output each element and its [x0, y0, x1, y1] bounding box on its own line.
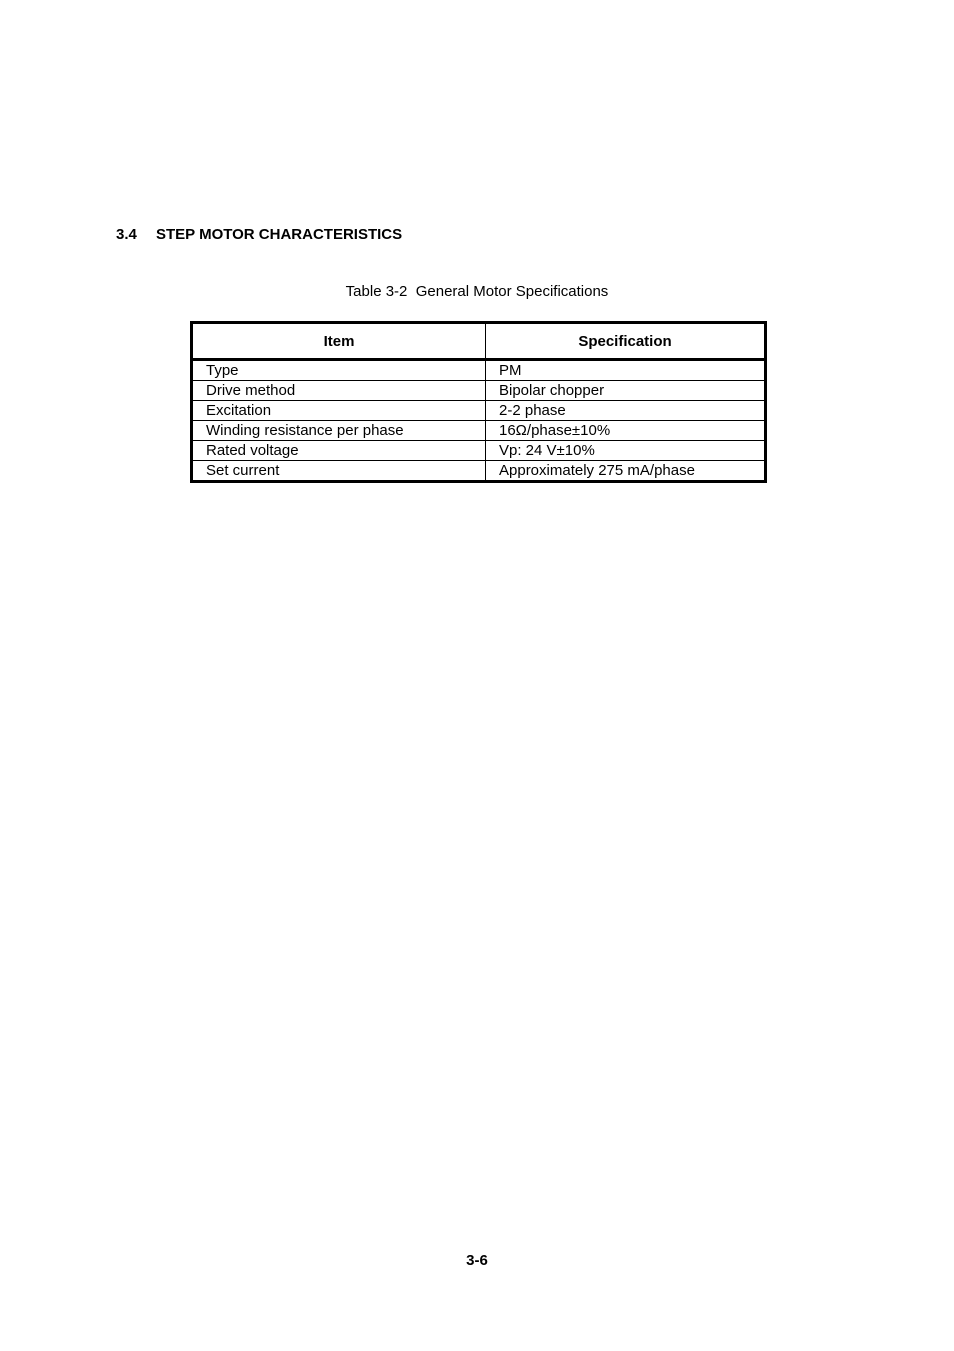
item-cell: Set current: [192, 461, 486, 482]
specification-cell: PM: [486, 360, 766, 381]
section-heading: [116, 226, 402, 243]
table-caption: Table 3-2 General Motor Specifications: [345, 283, 609, 300]
table-row: [192, 381, 766, 401]
page-number: 3-6: [466, 1252, 488, 1269]
section-title: STEP MOTOR CHARACTERISTICS: [156, 226, 403, 243]
specification-cell: 2-2 phase: [486, 401, 766, 421]
table-row: [192, 461, 766, 482]
column-header-item: Item: [192, 323, 486, 360]
item-cell: Excitation: [192, 401, 486, 421]
column-header-specification: Specification: [486, 323, 766, 360]
specification-cell: Bipolar chopper: [486, 381, 766, 401]
item-cell: Rated voltage: [192, 441, 486, 461]
specification-cell: Vp: 24 V±10%: [486, 441, 766, 461]
motor-specifications-table: [190, 321, 767, 483]
specification-cell: Approximately 275 mA/phase: [486, 461, 766, 482]
table-row: [192, 421, 766, 441]
item-cell: Type: [206, 362, 239, 379]
item-cell: Drive method: [192, 381, 486, 401]
specification-cell: 16Ω/phase±10%: [486, 421, 766, 441]
table-row: [192, 401, 766, 421]
item-cell: Winding resistance per phase: [192, 421, 486, 441]
table-row: [192, 441, 766, 461]
table-header-row: [192, 323, 766, 360]
table-row: [192, 360, 766, 381]
section-number: 3.4: [116, 226, 137, 243]
